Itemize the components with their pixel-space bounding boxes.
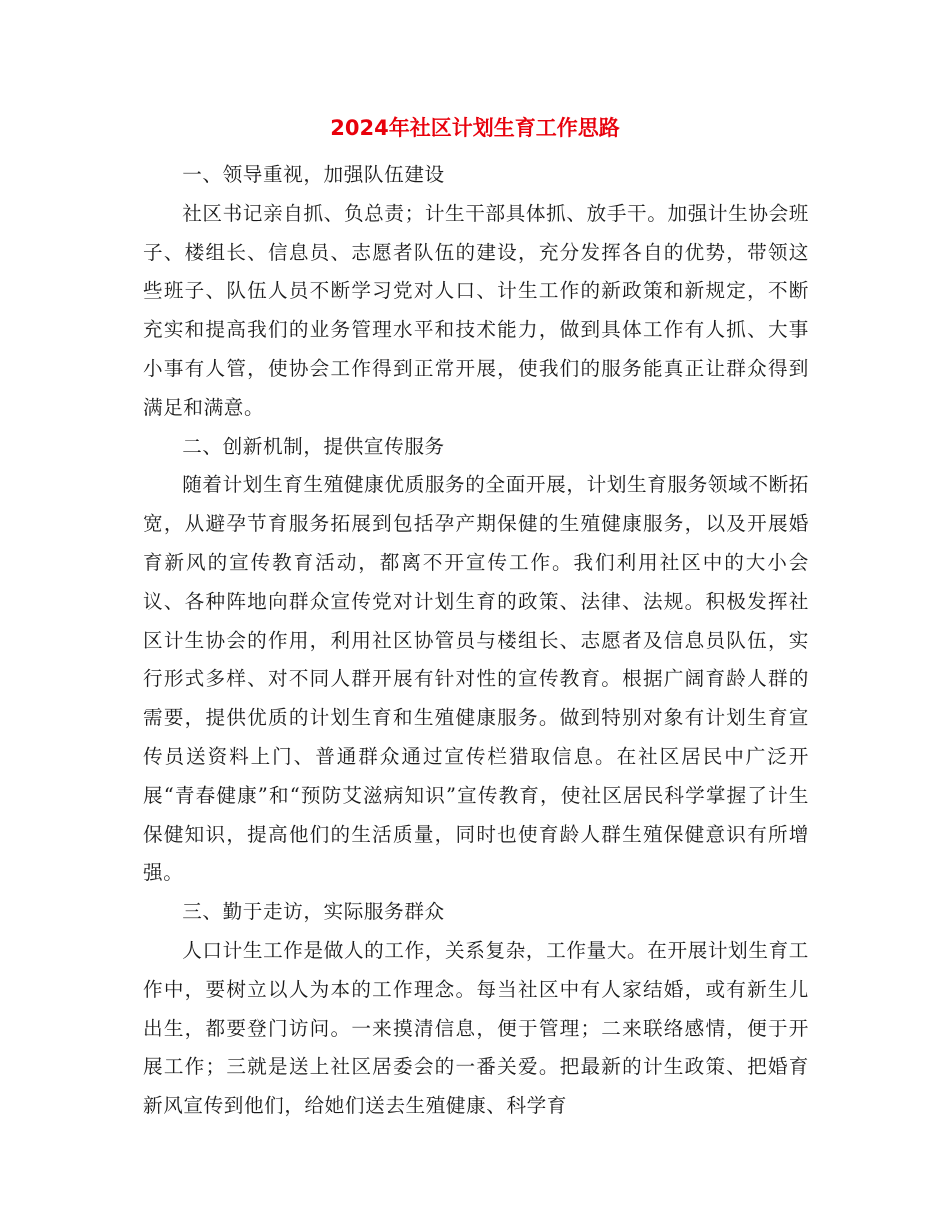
paragraph-1: 社区书记亲自抓、负总责；计生干部具体抓、放手干。加强计生协会班子、楼组长、信息员、志愿者队伍的建设，充分发挥各自的优势，带领这些班子、队伍人员不断学习党对人口、计生工作的新政策和新规定，不断充实和提高我们的业务管理水平和技术能力，做到具体工作有人抓、大事小事有人管，使协会工作得到正常开展，使我们的服务能真正让群众得到满足和满意。 (143, 201, 809, 419)
paragraph-2: 随着计划生育生殖健康优质服务的全面开展，计划生育服务领域不断拓宽，从避孕节育服务拓展到包括孕产期保健的生殖健康服务，以及开展婚育新风的宣传教育活动，都离不开宣传工作。我们利用社区中的大小会议、各种阵地向群众宣传党对计划生育的政策、法律、法规。积极发挥社区计生协会的作用，利用社区协管员与楼组长、志愿者及信息员队伍，实行形式多样、对不同人群开展有针对性的宣传教育。根据广阔育龄人群的需要，提供优质的计划生育和生殖健康服务。做到特别对象有计划生育宣传员送资料上门、普通群众通过宣传栏猎取信息。在社区居民中广泛开展“青春健康”和“预防艾滋病知识”宣传教育，使社区居民科学掌握了计生保健知识，提高他们的生活质量，同时也使育龄人群生殖保健意识有所增强。 (143, 473, 809, 885)
document-title: 2024年社区计划生育工作思路 (330, 116, 620, 140)
paragraph-3: 人口计生工作是做人的工作，关系复杂，工作量大。在开展计划生育工作中，要树立以人为本的工作理念。每当社区中有人家结婚，或有新生儿出生，都要登门访问。一来摸清信息，便于管理；二来联络感情，便于开展工作；三就是送上社区居委会的一番关爱。把最新的计生政策、把婚育新风宣传到他们，给她们送去生殖健康、科学育 (143, 938, 809, 1118)
document-body (143, 156, 809, 1126)
section-heading-2: 二、创新机制，提供宣传服务 (182, 434, 445, 458)
section-heading-1: 一、领导重视，加强队伍建设 (182, 163, 445, 186)
section-heading-3: 三、勤于走访，实际服务群众 (182, 900, 445, 924)
